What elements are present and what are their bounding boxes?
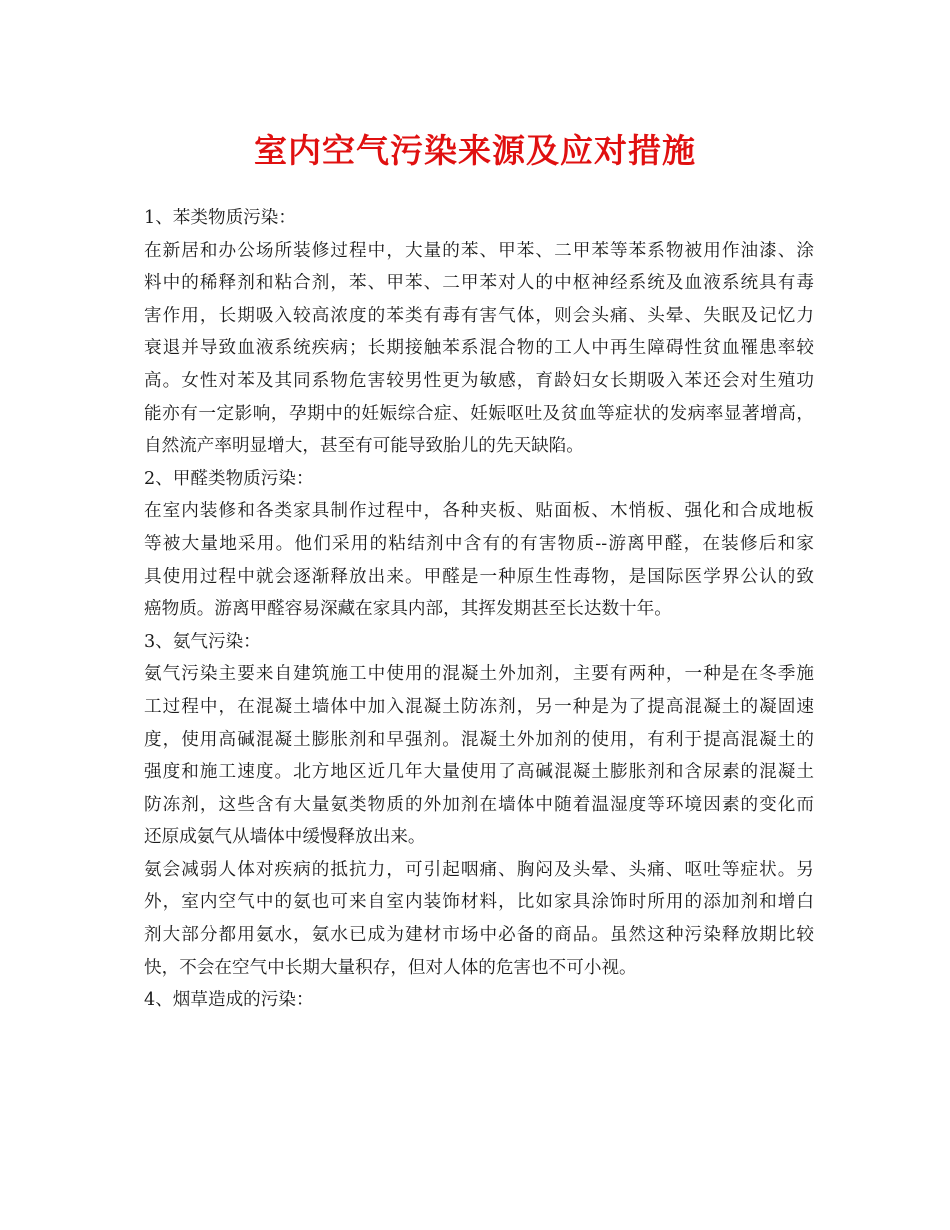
- section-heading: 1、苯类物质污染：: [144, 208, 296, 228]
- paragraph-line: 具使用过程中就会逐渐释放出来。甲醛是一种原生性毒物，是国际医学界公认的致: [144, 566, 814, 587]
- paragraph-line: 氨气污染主要来自建筑施工中使用的混凝土外加剂，主要有两种，一种是在冬季施: [144, 664, 814, 685]
- paragraph-line: 还原成氨气从墙体中缓慢释放出来。: [144, 827, 426, 848]
- paragraph-line: 在室内装修和各类家具制作过程中，各种夹板、贴面板、木悄板、强化和合成地板: [144, 501, 814, 522]
- paragraph-line: 能亦有一定影响，孕期中的妊娠综合症、妊娠呕吐及贫血等症状的发病率显著增高，: [144, 403, 814, 424]
- paragraph-line: 防冻剂，这些含有大量氨类物质的外加剂在墙体中随着温湿度等环境因素的变化而: [144, 794, 814, 815]
- paragraph-line: 工过程中，在混凝土墙体中加入混凝土防冻剂，另一种是为了提高混凝土的凝固速: [144, 696, 814, 717]
- paragraph-line: 快，不会在空气中长期大量积存，但对人体的危害也不可小视。: [144, 957, 637, 978]
- paragraph-line: 害作用，长期吸入较高浓度的苯类有毒有害气体，则会头痛、头晕、失眠及记忆力: [144, 305, 814, 326]
- paragraph-line: 等被大量地采用。他们采用的粘结剂中含有的有害物质--游离甲醛，在装修后和家: [144, 533, 814, 554]
- paragraph-line: 度，使用高碱混凝土膨胀剂和早强剂。混凝土外加剂的使用，有利于提高混凝土的: [144, 729, 814, 750]
- paragraph-line: 氨会减弱人体对疾病的抵抗力，可引起咽痛、胸闷及头晕、头痛、呕吐等症状。另: [144, 859, 814, 880]
- paragraph-line: 在新居和办公场所装修过程中，大量的苯、甲苯、二甲苯等苯系物被用作油漆、涂: [144, 240, 814, 261]
- paragraph-line: 料中的稀释剂和粘合剂，苯、甲苯、二甲苯对人的中枢神经系统及血液系统具有毒: [144, 273, 814, 294]
- paragraph-line: 外，室内空气中的氨也可来自室内装饰材料，比如家具涂饰时所用的添加剂和增白: [144, 892, 814, 913]
- paragraph-line: 强度和施工速度。北方地区近几年大量使用了高碱混凝土膨胀剂和含尿素的混凝土: [144, 762, 814, 783]
- section-heading: 3、氨气污染：: [144, 631, 261, 652]
- section-heading: 2、甲醛类物质污染：: [144, 468, 314, 489]
- paragraph-line: 剂大部分都用氨水，氨水已成为建材市场中必备的商品。虽然这种污染释放期比较: [144, 925, 814, 946]
- paragraph-line: 高。女性对苯及其同系物危害较男性更为敏感，育龄妇女长期吸入苯还会对生殖功: [144, 370, 814, 391]
- section-heading: 4、烟草造成的污染：: [144, 990, 314, 1011]
- document-title: 室内空气污染来源及应对措施: [254, 131, 696, 170]
- paragraph-line: 癌物质。游离甲醛容易深藏在家具内部，其挥发期甚至长达数十年。: [144, 599, 672, 620]
- paragraph-line: 自然流产率明显增大，甚至有可能导致胎儿的先天缺陷。: [144, 436, 584, 457]
- document-body: [144, 202, 814, 1017]
- paragraph-line: 衰退并导致血液系统疾病；长期接触苯系混合物的工人中再生障碍性贫血罹患率较: [144, 338, 814, 359]
